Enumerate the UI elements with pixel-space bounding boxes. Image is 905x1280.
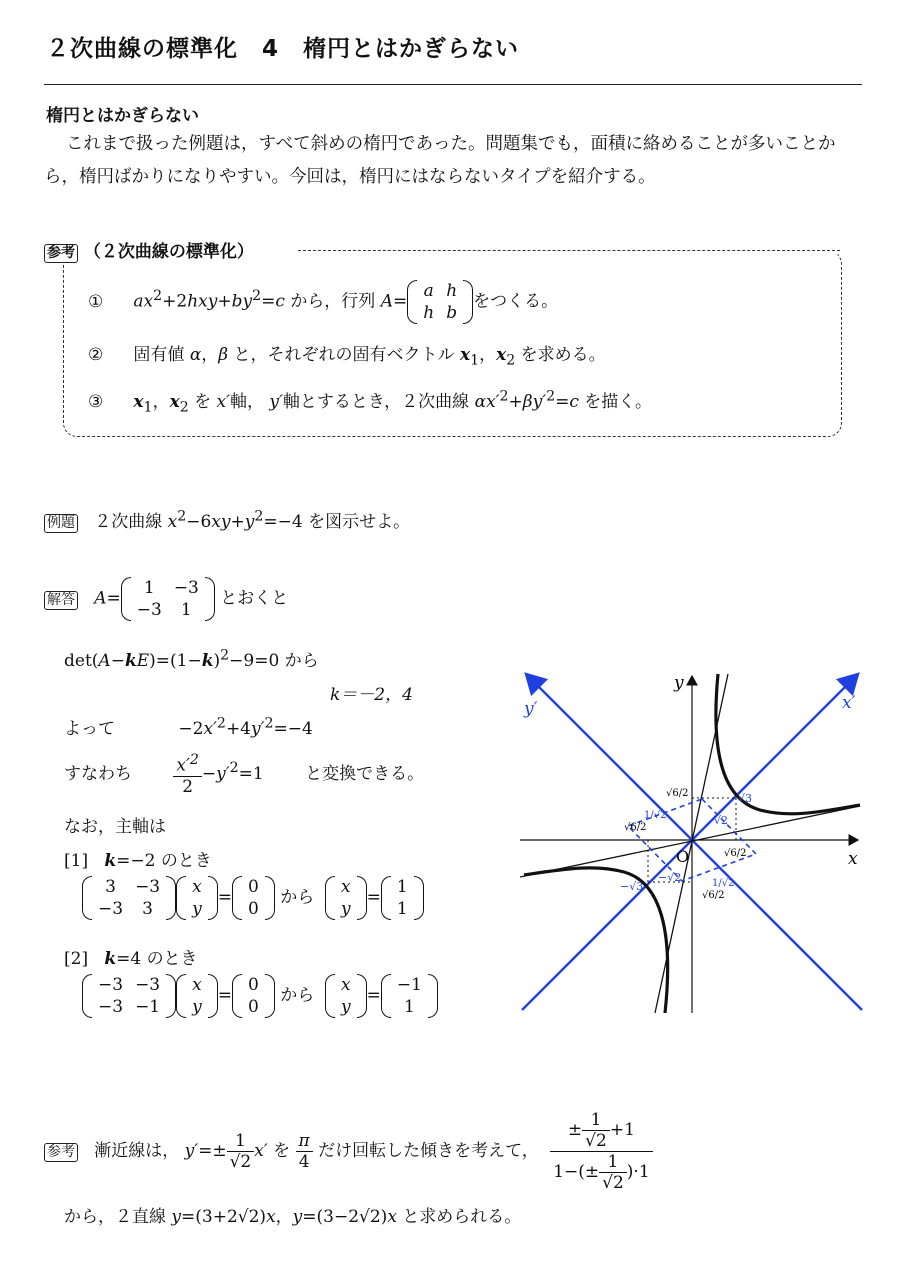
step2-text-a: 固有値 bbox=[133, 345, 185, 365]
label-one-over-sqrt2-b: 1/√2 bbox=[712, 878, 735, 889]
y-prime-axis bbox=[526, 674, 862, 1010]
label-neg-sqrt6-over-2-x: √6/2 bbox=[702, 890, 725, 901]
note-text-e: と求められる。 bbox=[402, 1207, 522, 1227]
ref-step-2: ② 固有値 α，β と，それぞれの固有ベクトル $x_1$，$x_2$ を求める。 bbox=[88, 345, 606, 369]
sunawachi-line: すなわち $\frac{x'^2}{2}$ $-y'^2=1$ と変換できる。 bbox=[64, 752, 425, 797]
note-line-1: 参考 漸近線は， y′=± $\frac{1}{√2}$ x′ を $\frac{\pi}{4}$ だけ回転した傾きを考えて， ± $\frac{1}{√2}$ +1 1−(± $\frac{1}{√2}$ )·1 bbox=[44, 1110, 653, 1193]
note-text-b: を bbox=[273, 1141, 291, 1161]
ref-tag: 参考 bbox=[44, 244, 78, 263]
ref-step-3: ③ $x_1$，$x_2$ を x′軸， y′軸とするとき，２次曲線 $\alpha x'^2+\beta y'^2=c$ を描く。 bbox=[88, 388, 652, 416]
note-text-d: から，２直線 bbox=[64, 1207, 166, 1227]
label-origin: O bbox=[676, 847, 690, 866]
step3-text-c: 軸とするとき，２次曲線 bbox=[282, 392, 470, 412]
title-divider bbox=[44, 84, 862, 85]
label-y: y bbox=[674, 673, 684, 693]
label-neg-sqrt3: −√3 bbox=[620, 880, 644, 893]
case2-equation: −3 −3 −3 −1 x y = 0 0 から x y = −1 1 bbox=[82, 974, 438, 1018]
det-kara: から bbox=[284, 651, 319, 671]
sunawachi-text: すなわち bbox=[64, 763, 132, 784]
hyperbola-graph bbox=[520, 668, 865, 1018]
step3-text-a: を bbox=[194, 392, 212, 412]
nao-line: なお，主軸は bbox=[64, 817, 166, 837]
intro-paragraph: これまで扱った例題は，すべて斜めの楕円であった。問題集でも，面積に絡めることが多いことから，楕円ばかりになりやすい。今回は，楕円にはならないタイプを紹介する。 bbox=[44, 134, 836, 187]
label-sqrt2: √2 bbox=[714, 814, 729, 827]
step1-text: から，行列 bbox=[290, 291, 376, 312]
k-values: k＝－2，4 bbox=[330, 685, 413, 705]
label-x-prime: x′ bbox=[842, 693, 856, 713]
step1-number: ① bbox=[88, 291, 104, 312]
solution-tag: 解答 bbox=[44, 591, 78, 610]
note-text-a: 漸近線は， bbox=[94, 1141, 180, 1161]
label-x: x bbox=[848, 849, 858, 869]
hyperbola-branch-lower bbox=[524, 868, 668, 1013]
case1-kara: から bbox=[280, 887, 315, 908]
label-sqrt6-over-2-x: √6/2 bbox=[724, 848, 747, 859]
label-neg-sqrt6-over-2-y: √6/2 bbox=[624, 822, 647, 833]
case1-line: [1] k=−2 のとき bbox=[64, 851, 212, 871]
step2-number: ② bbox=[88, 345, 104, 365]
step3-number: ③ bbox=[88, 392, 104, 412]
yotte-line: よって $-2x'^2+4y'^2=-4$ bbox=[64, 715, 313, 739]
asymptote-2 bbox=[520, 806, 860, 877]
case1-equation: 3 −3 −3 3 x y = 0 0 から x y = 1 1 bbox=[82, 876, 424, 920]
step3-text-b: 軸， bbox=[229, 392, 264, 412]
case2-label: [2] bbox=[64, 949, 89, 969]
case1-label: [1] bbox=[64, 851, 89, 871]
ref-step-1: ① $ax^2+2hxy+by^2=c$ から，行列 A= a h h b をつくる。 bbox=[88, 281, 559, 323]
solution-line-1: 解答 A= 1 −3 −3 1 とおくと bbox=[44, 577, 288, 621]
case2-kara: から bbox=[280, 985, 315, 1006]
yotte-text: よって bbox=[64, 719, 115, 739]
case2-line: [2] k=4 のとき bbox=[64, 949, 198, 969]
label-y-prime: y′ bbox=[524, 699, 538, 719]
step2-text-b: と，それぞれの固有ベクトル bbox=[233, 345, 455, 365]
slope-fraction: ± $\frac{1}{√2}$ +1 1−(± $\frac{1}{√2}$ )·1 bbox=[550, 1110, 652, 1193]
note-tag: 参考 bbox=[44, 1143, 78, 1162]
note-line-2: から，２直線 y=(3+2√2)x，y=(3−2√2)x と求められる。 bbox=[64, 1207, 522, 1227]
reference-box-heading bbox=[44, 237, 260, 263]
step2-text-c: を求める。 bbox=[520, 345, 606, 365]
case2-text: のとき bbox=[146, 949, 198, 969]
matrix-A: 1 −3 −3 1 bbox=[121, 577, 215, 621]
page-title: ２次曲線の標準化 4 楕円とはかぎらない bbox=[46, 36, 520, 62]
label-one-over-sqrt2-a: 1/√2 bbox=[644, 810, 667, 821]
example-tag: 例題 bbox=[44, 514, 78, 533]
solution-okuto: とおくと bbox=[220, 588, 289, 609]
det-line: $\det(A-kE)=(1-k)^2-9=0$ から bbox=[64, 647, 319, 671]
reference-box-top-border bbox=[298, 250, 840, 251]
label-sqrt3: √3 bbox=[738, 792, 753, 805]
matrix-A-general: a h h b bbox=[407, 280, 473, 324]
note-text-c: だけ回転した傾きを考えて， bbox=[318, 1141, 539, 1161]
label-sqrt6-over-2-y: √6/2 bbox=[666, 788, 689, 799]
example-text-b: を図示せよ。 bbox=[308, 512, 411, 532]
henkan-text: と変換できる。 bbox=[305, 763, 425, 784]
step3-text-d: を描く。 bbox=[584, 392, 652, 412]
label-neg-sqrt2: −√2 bbox=[658, 871, 682, 884]
section-heading: 楕円とはかぎらない bbox=[46, 106, 199, 126]
ref-heading: （２次曲線の標準化） bbox=[83, 242, 254, 262]
example-line: 例題 ２次曲線 $x^2-6xy+y^2=-4$ を図示せよ。 bbox=[44, 507, 410, 533]
step1-text-end: をつくる。 bbox=[473, 291, 559, 312]
case1-text: のとき bbox=[160, 851, 212, 871]
example-text-a: ２次曲線 bbox=[94, 512, 163, 532]
